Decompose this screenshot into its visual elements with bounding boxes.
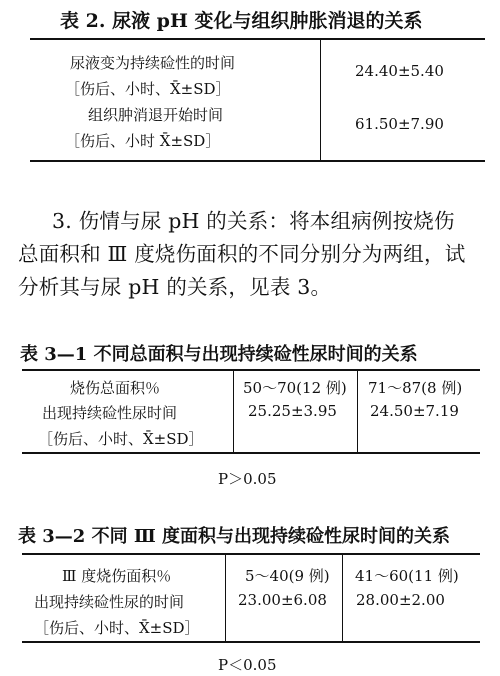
table3-2-bottom-rule	[22, 641, 480, 643]
table3-1-col2-value: 24.50±7.19	[370, 402, 459, 420]
table2-row2-label-line1: 组织肿消退开始时间	[88, 106, 224, 124]
table2-row2-value: 61.50±7.90	[355, 115, 444, 133]
table3-2-col2-value: 28.00±2.00	[356, 591, 445, 609]
table3-2-col1-header: 5～40(9 例)	[245, 567, 330, 585]
table3-1-divider-2	[357, 369, 358, 452]
paragraph-line-1: 3. 伤情与尿 pH 的关系：将本组病例按烧伤	[52, 209, 455, 233]
table3-2-p-value: P＜0.05	[218, 656, 277, 674]
table3-2-col1-value: 23.00±6.08	[238, 591, 327, 609]
table3-1-label-line1: 烧伤总面积％	[70, 379, 161, 397]
table2-bottom-rule	[30, 160, 485, 162]
table3-2-col2-header: 41～60(11 例)	[355, 567, 459, 585]
table3-1-label-line2: 出现持续硷性尿时间	[42, 404, 178, 422]
table3-1-top-rule	[22, 369, 480, 371]
table3-1-col1-value: 25.25±3.95	[248, 402, 337, 420]
table3-2-label-line2: 出现持续硷性尿的时间	[34, 593, 185, 611]
table3-1-col1-header: 50～70(12 例)	[243, 379, 347, 397]
paragraph-line-3: 分析其与尿 pH 的关系，见表 3。	[18, 275, 332, 299]
table3-1-title: 表 3—1 不同总面积与出现持续硷性尿时间的关系	[20, 344, 418, 365]
table2-title: 表 2. 尿液 pH 变化与组织肿胀消退的关系	[60, 10, 423, 32]
table3-2-top-rule	[22, 553, 480, 555]
table2-column-divider	[320, 38, 321, 160]
table3-1-bottom-rule	[22, 452, 480, 454]
table3-2-label-line3: ［伤后、小时、X̄±SD］	[34, 619, 200, 637]
table3-2-divider-2	[342, 553, 343, 641]
table2-row2-label-line2: ［伤后、小时 X̄±SD］	[65, 132, 221, 150]
table2-row1-label-line1: 尿液变为持续硷性的时间	[70, 54, 236, 72]
table3-2-divider-1	[225, 553, 226, 641]
table3-1-p-value: P＞0.05	[218, 470, 277, 488]
paragraph-line-2: 总面积和 Ⅲ 度烧伤面积的不同分别分为两组，试	[18, 242, 466, 266]
table3-1-col2-header: 71～87(8 例)	[368, 379, 463, 397]
table3-1-divider-1	[233, 369, 234, 452]
table2-top-rule	[30, 38, 485, 40]
table2-row1-label-line2: ［伤后、小时、X̄±SD］	[65, 80, 231, 98]
table3-2-label-line1: Ⅲ 度烧伤面积％	[62, 567, 172, 585]
table3-1-label-line3: ［伤后、小时、X̄±SD］	[38, 430, 204, 448]
table3-2-title: 表 3—2 不同 Ⅲ 度面积与出现持续硷性尿时间的关系	[18, 526, 451, 547]
table2-row1-value: 24.40±5.40	[355, 62, 444, 80]
